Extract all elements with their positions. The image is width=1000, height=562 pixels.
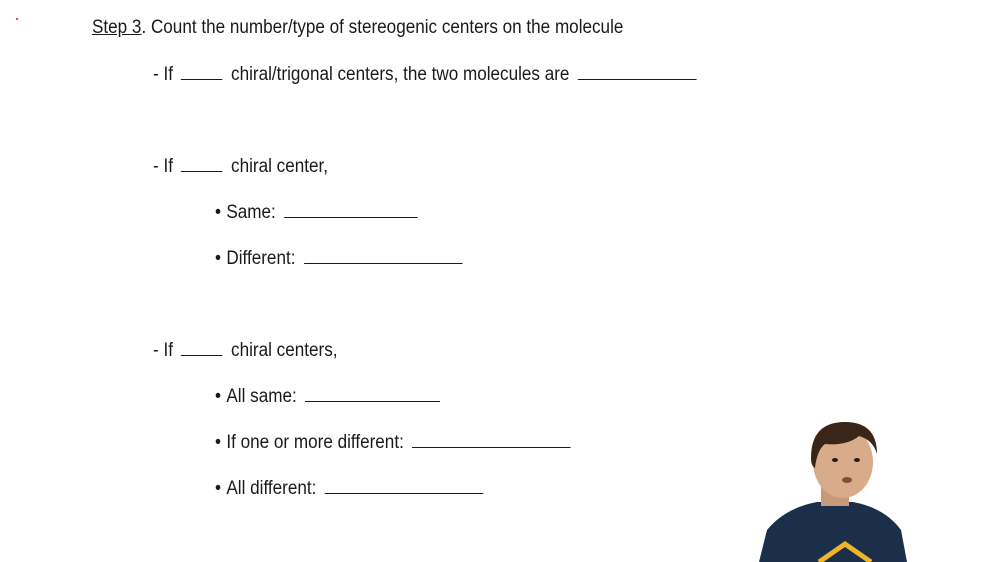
bullet-different — [215, 247, 466, 270]
bullet-icon: • — [215, 432, 221, 453]
eye-left — [832, 458, 838, 462]
fill-blank — [304, 247, 462, 264]
marker-dot — [16, 18, 18, 20]
eye-right — [854, 458, 860, 462]
step-heading — [92, 17, 623, 39]
bullet-icon: • — [215, 248, 221, 269]
bullet-same — [215, 201, 421, 224]
fill-blank — [578, 63, 697, 80]
rule-dash: - If — [153, 156, 173, 177]
rule-one-chiral — [153, 155, 328, 178]
bullet-icon: • — [215, 386, 221, 407]
rule-no-chiral — [153, 63, 700, 86]
step-label: Step 3 — [92, 17, 142, 38]
rule-dash: - If — [153, 64, 173, 85]
fill-blank — [305, 385, 440, 402]
bullet-label: All different: — [226, 478, 317, 499]
fill-blank — [181, 339, 222, 356]
bullet-one-or-more-different — [215, 431, 574, 454]
rule-text: chiral center, — [231, 156, 329, 177]
bullet-all-same — [215, 385, 444, 408]
bullet-all-different — [215, 477, 487, 500]
fill-blank — [181, 155, 222, 172]
fill-blank — [284, 201, 417, 218]
bullet-label: Same: — [226, 202, 276, 223]
rule-text: chiral/trigonal centers, the two molecules are — [231, 64, 570, 85]
step-text: . Count the number/type of stereogenic centers on the molecule — [141, 17, 624, 38]
mouth — [842, 477, 852, 483]
rule-text: chiral centers, — [231, 340, 338, 361]
presenter-figure — [755, 418, 915, 562]
fill-blank — [181, 63, 222, 80]
bullet-label: All same: — [226, 386, 297, 407]
bullet-label: Different: — [226, 248, 296, 269]
bullet-icon: • — [215, 202, 221, 223]
fill-blank — [325, 477, 483, 494]
bullet-icon: • — [215, 478, 221, 499]
bullet-label: If one or more different: — [226, 432, 404, 453]
rule-multi-chiral — [153, 339, 338, 362]
rule-dash: - If — [153, 340, 173, 361]
fill-blank — [412, 431, 570, 448]
presenter-video — [755, 418, 915, 562]
